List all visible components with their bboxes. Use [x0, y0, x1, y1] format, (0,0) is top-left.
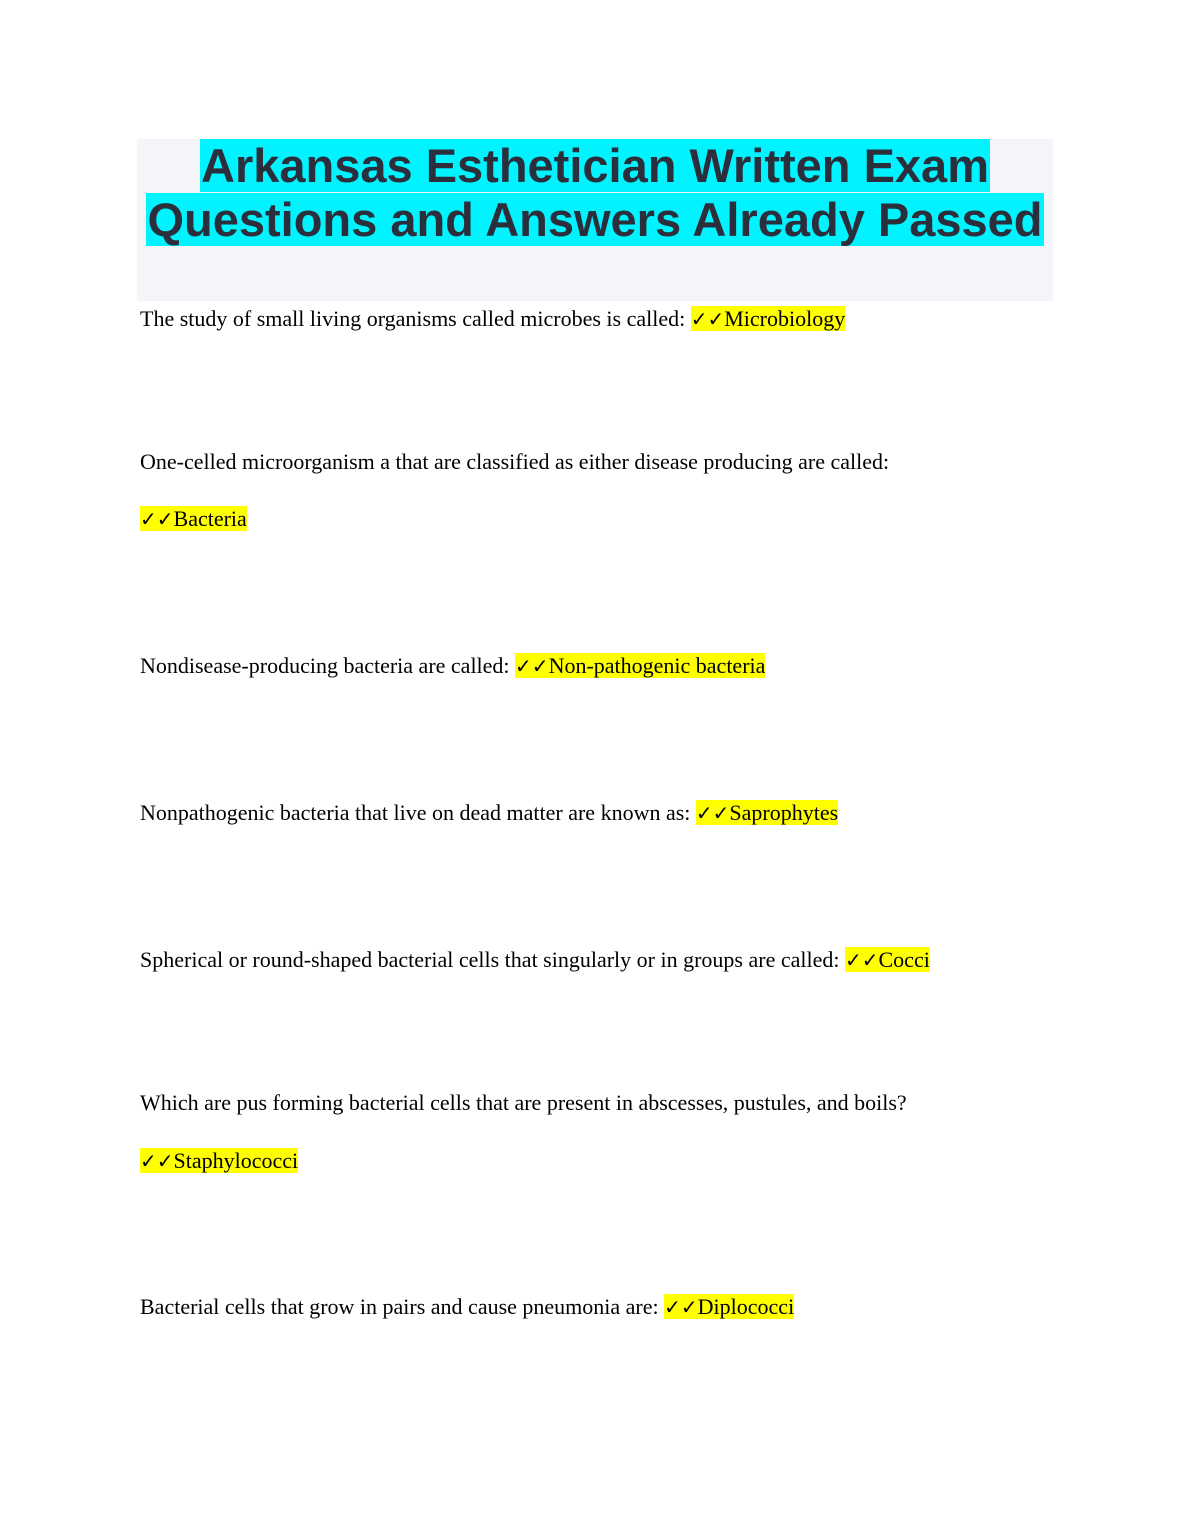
- answer-highlight: [664, 1294, 794, 1319]
- answer-highlight: [696, 800, 838, 825]
- answer-text: Non-pathogenic bacteria: [548, 653, 766, 678]
- double-check-icon: ✓✓: [844, 948, 879, 972]
- double-check-icon: ✓✓: [664, 1295, 698, 1319]
- qa-item-6-answer: [140, 1146, 298, 1176]
- document-title-line-2: Questions and Answers Already Passed: [147, 193, 1043, 246]
- double-check-icon: ✓✓: [695, 801, 730, 825]
- question-text: Spherical or round-shaped bacterial cells that singularly or in groups are called:: [140, 947, 845, 972]
- question-text: Bacterial cells that grow in pairs and cause pneumonia are:: [140, 1294, 665, 1319]
- qa-item-6-question: [140, 1088, 907, 1118]
- question-text: Nonpathogenic bacteria that live on dead matter are known as:: [140, 800, 696, 825]
- double-check-icon: ✓✓: [690, 307, 725, 331]
- answer-text: Microbiology: [724, 306, 846, 331]
- document-title-line-1: Arkansas Esthetician Written Exam: [201, 139, 989, 192]
- qa-item-4: [140, 798, 838, 828]
- answer-highlight: [515, 653, 765, 678]
- double-check-icon: ✓✓: [515, 654, 549, 678]
- answer-text: Cocci: [878, 947, 930, 972]
- question-text: The study of small living organisms called microbes is called:: [140, 306, 691, 331]
- answer-highlight: [140, 506, 247, 531]
- double-check-icon: ✓✓: [140, 507, 174, 531]
- double-check-icon: ✓✓: [140, 1149, 174, 1173]
- answer-text: Bacteria: [173, 506, 247, 531]
- title-banner: [137, 139, 1053, 301]
- question-text: One-celled microorganism a that are classified as either disease producing are called:: [140, 449, 890, 474]
- qa-item-2-question: [140, 447, 889, 477]
- qa-item-1: [140, 304, 845, 334]
- answer-text: Diplococci: [697, 1294, 795, 1319]
- answer-highlight: [691, 306, 846, 331]
- question-text: Which are pus forming bacterial cells that are present in abscesses, pustules, and boils?: [140, 1090, 907, 1115]
- question-text: Nondisease-producing bacteria are called:: [140, 653, 516, 678]
- qa-item-3: [140, 651, 765, 681]
- qa-item-7: [140, 1292, 794, 1322]
- qa-item-5: [140, 945, 930, 975]
- answer-text: Staphylococci: [173, 1148, 299, 1173]
- answer-highlight: [845, 947, 930, 972]
- answer-text: Saprophytes: [729, 800, 839, 825]
- answer-highlight: [140, 1148, 298, 1173]
- qa-item-2-answer: [140, 504, 247, 534]
